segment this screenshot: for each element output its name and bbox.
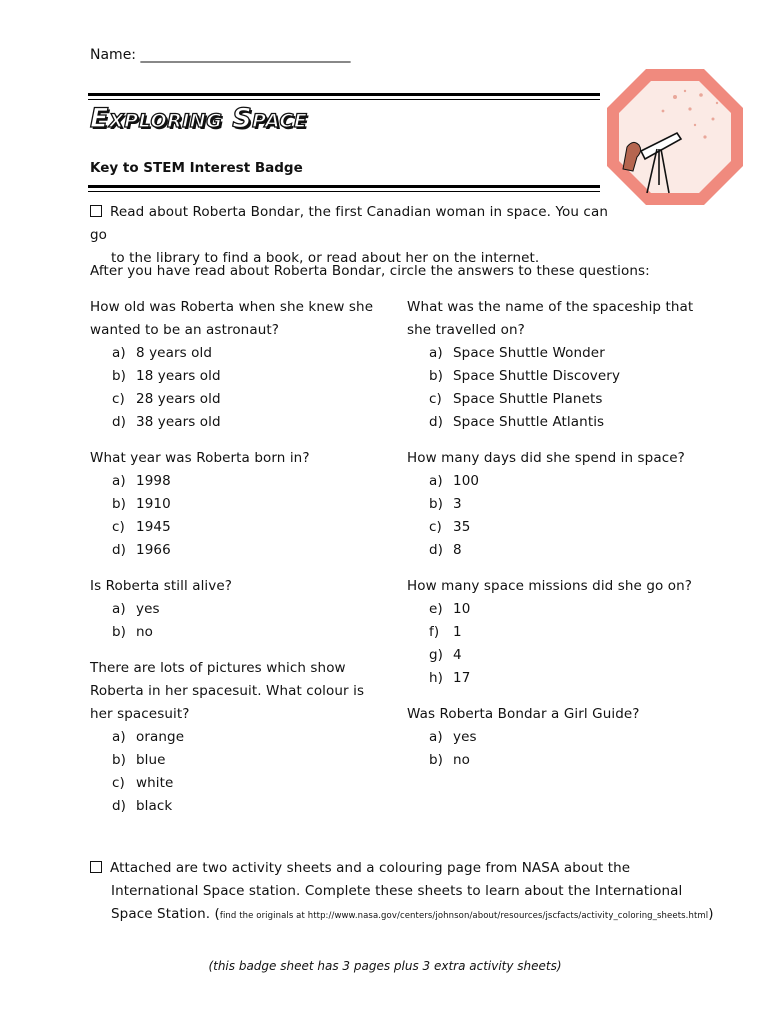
answer-option[interactable]: c) 28 years old (112, 391, 221, 407)
page-subtitle: Key to STEM Interest Badge (90, 160, 303, 176)
answer-option[interactable]: c) 35 (429, 519, 471, 535)
answer-option[interactable]: a) yes (429, 729, 477, 745)
question-text: she travelled on? (407, 322, 525, 338)
answer-option[interactable]: a) orange (112, 729, 185, 745)
question-text: her spacesuit? (90, 706, 190, 722)
answer-option[interactable]: b) 18 years old (112, 368, 221, 384)
nasa-link-text[interactable]: find the originals at http://www.nasa.gov/centers/johnson/about/resources/jscfacts/activity_coloring_sheets.html (219, 911, 709, 921)
answer-option[interactable]: d) black (112, 798, 173, 814)
question-text: There are lots of pictures which show (90, 660, 346, 676)
title-rule-bottom (88, 185, 600, 188)
answer-option[interactable]: h) 17 (429, 670, 471, 686)
answer-option[interactable]: b) no (429, 752, 471, 768)
right-column (407, 296, 727, 772)
answer-option[interactable]: f) 1 (429, 624, 462, 640)
question-block (90, 296, 390, 434)
checkbox[interactable] (90, 205, 102, 217)
answer-option[interactable]: b) 1910 (112, 496, 171, 512)
telescope-icon (605, 67, 745, 207)
title-rule-top (88, 93, 600, 96)
task-line: Attached are two activity sheets and a colouring page from NASA about the (110, 860, 631, 876)
question-block (407, 296, 727, 434)
answer-option[interactable]: d) Space Shuttle Atlantis (429, 414, 605, 430)
question-text: What was the name of the spaceship that (407, 299, 694, 315)
answer-option[interactable]: b) no (112, 624, 154, 640)
answer-option[interactable]: a) 100 (429, 473, 480, 489)
answer-option[interactable]: b) blue (112, 752, 166, 768)
task-line: International Space station. Complete these sheets to learn about the International (111, 883, 683, 899)
title-rule-top-thin (88, 99, 600, 100)
task-nasa-activity-sheets (90, 857, 714, 928)
checkbox[interactable] (90, 861, 102, 873)
answer-option[interactable]: a) yes (112, 601, 160, 617)
left-column (90, 296, 390, 818)
footer-note: (this badge sheet has 3 pages plus 3 extra activity sheets) (208, 959, 562, 973)
instructions: After you have read about Roberta Bondar, circle the answers to these questions: (90, 263, 650, 279)
answer-option[interactable]: g) 4 (429, 647, 462, 663)
answer-option[interactable]: a) 8 years old (112, 345, 213, 361)
answer-option[interactable]: c) 1945 (112, 519, 171, 535)
task-line: to the library to find a book, or read about her on the internet. (111, 250, 540, 266)
page-title: Exploring Space (90, 103, 308, 134)
question-block (407, 703, 727, 772)
question-block (90, 447, 390, 562)
answer-option[interactable]: c) Space Shuttle Planets (429, 391, 603, 407)
name-field-label: Name: ______________________________ (90, 47, 351, 63)
answer-option[interactable]: a) Space Shuttle Wonder (429, 345, 605, 361)
title-rule-bottom-thin (88, 191, 600, 192)
answer-option[interactable]: d) 1966 (112, 542, 171, 558)
answer-option[interactable]: c) white (112, 775, 174, 791)
question-block (407, 447, 727, 562)
answer-option[interactable]: a) 1998 (112, 473, 171, 489)
question-block (407, 575, 727, 690)
question-text: How many space missions did she go on? (407, 578, 693, 594)
answer-option[interactable]: d) 38 years old (112, 414, 221, 430)
answer-option[interactable]: e) 10 (429, 601, 471, 617)
question-block (90, 657, 390, 818)
question-block (90, 575, 390, 644)
question-text: How many days did she spend in space? (407, 450, 685, 466)
task-line: Space Station. (find the originals at http://www.nasa.gov/centers/johnson/about/resources/jscfacts/activity_coloring_sheets.html) (111, 906, 714, 922)
answer-option[interactable]: b) Space Shuttle Discovery (429, 368, 621, 384)
question-text: Is Roberta still alive? (90, 578, 233, 594)
question-text: wanted to be an astronaut? (90, 322, 280, 338)
question-text: Roberta in her spacesuit. What colour is (90, 683, 365, 699)
task-line: Read about Roberta Bondar, the first Canadian woman in space. You can go (90, 204, 608, 243)
answer-option[interactable]: b) 3 (429, 496, 462, 512)
answer-option[interactable]: d) 8 (429, 542, 462, 558)
question-text: How old was Roberta when she knew she (90, 299, 374, 315)
question-text: What year was Roberta born in? (90, 450, 310, 466)
question-text: Was Roberta Bondar a Girl Guide? (407, 706, 640, 722)
